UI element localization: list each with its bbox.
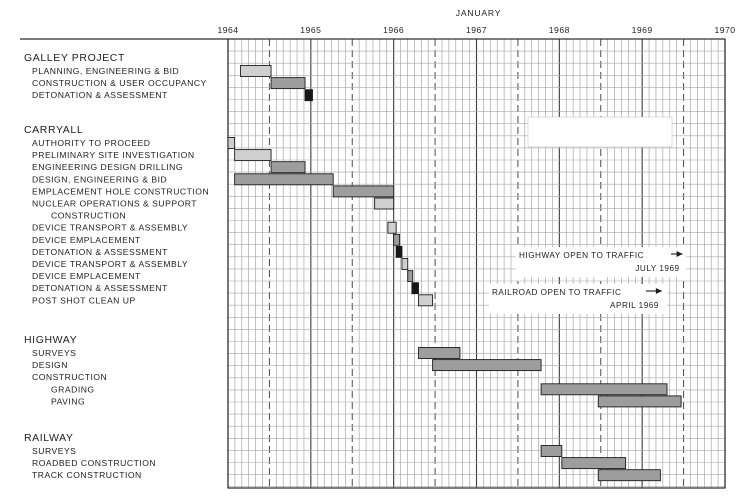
task-bar	[598, 470, 660, 481]
task-label: NUCLEAR OPERATIONS & SUPPORT	[32, 198, 198, 209]
section-header: HIGHWAY	[24, 334, 78, 346]
task-bar	[305, 90, 312, 101]
task-label: CONSTRUCTION	[32, 372, 108, 383]
task-bar	[271, 162, 305, 173]
task-bar	[388, 222, 396, 233]
task-bar	[408, 271, 413, 282]
task-bar	[402, 259, 408, 270]
task-label: DETONATION & ASSESSMENT	[32, 90, 168, 101]
task-label: GRADING	[51, 384, 95, 395]
task-label: PLANNING, ENGINEERING & BID	[32, 66, 180, 76]
section-header: RAILWAY	[24, 432, 74, 444]
task-label: DETONATION & ASSESSMENT	[32, 246, 168, 257]
task-label: DESIGN	[32, 360, 68, 371]
task-bar	[541, 446, 562, 457]
year-tick-label: 1970	[714, 25, 736, 35]
task-bar	[271, 78, 305, 89]
annotations	[489, 247, 686, 314]
task-label: DESIGN, ENGINEERING & BID	[32, 174, 168, 185]
axis	[217, 8, 735, 35]
task-label: PAVING	[51, 396, 86, 407]
task-bar	[562, 458, 626, 469]
task-label: SURVEYS	[32, 348, 77, 358]
axis-title: JANUARY	[455, 8, 502, 18]
task-bar	[433, 360, 542, 371]
annotation-date: JULY 1969	[635, 264, 680, 273]
task-bar	[396, 246, 402, 257]
task-bar	[419, 348, 460, 359]
task-bar	[412, 283, 419, 294]
task-label-continued: CONSTRUCTION	[51, 210, 127, 221]
annotation-date: APRIL 1969	[610, 301, 659, 310]
task-bar	[394, 234, 400, 245]
task-label: ENGINEERING DESIGN DRILLING	[32, 162, 184, 173]
blank-panel	[528, 117, 672, 147]
task-label: EMPLACEMENT HOLE CONSTRUCTION	[32, 186, 210, 197]
task-label: DETONATION & ASSESSMENT	[32, 283, 168, 294]
task-label: TRACK CONSTRUCTION	[32, 470, 142, 481]
task-label: DEVICE EMPLACEMENT	[32, 234, 141, 245]
task-bar	[541, 384, 667, 395]
task-label: PRELIMINARY SITE INVESTIGATION	[32, 150, 195, 161]
task-label: ROADBED CONSTRUCTION	[32, 458, 157, 469]
year-tick-label: 1966	[383, 25, 405, 35]
task-bar	[419, 295, 433, 306]
year-tick-label: 1967	[465, 25, 488, 35]
section-header: GALLEY PROJECT	[24, 52, 125, 64]
year-tick-label: 1968	[548, 25, 570, 35]
task-bar	[235, 150, 271, 161]
task-bar	[235, 174, 334, 185]
task-label: DEVICE EMPLACEMENT	[32, 271, 141, 282]
task-label: AUTHORITY TO PROCEED	[32, 138, 151, 148]
year-tick-label: 1969	[631, 25, 653, 35]
task-bar	[240, 66, 271, 77]
annotation-text: RAILROAD OPEN TO TRAFFIC	[492, 288, 622, 297]
milestone-annotation	[489, 284, 667, 314]
task-bar	[598, 396, 681, 407]
task-bar	[333, 186, 393, 197]
task-label: SURVEYS	[32, 446, 77, 456]
annotation-text: HIGHWAY OPEN TO TRAFFIC	[519, 251, 645, 260]
task-labels	[24, 52, 209, 480]
task-label: DEVICE TRANSPORT & ASSEMBLY	[32, 259, 189, 269]
task-bar	[375, 198, 394, 209]
section-header: CARRYALL	[24, 124, 84, 136]
year-tick-label: 1965	[300, 25, 322, 35]
task-label: DEVICE TRANSPORT & ASSEMBLY	[32, 222, 189, 233]
task-label: POST SHOT CLEAN UP	[32, 295, 136, 306]
task-label: CONSTRUCTION & USER OCCUPANCY	[32, 78, 207, 89]
year-tick-label: 1964	[217, 25, 239, 35]
task-bar	[228, 138, 235, 149]
milestone-annotation	[516, 247, 686, 277]
